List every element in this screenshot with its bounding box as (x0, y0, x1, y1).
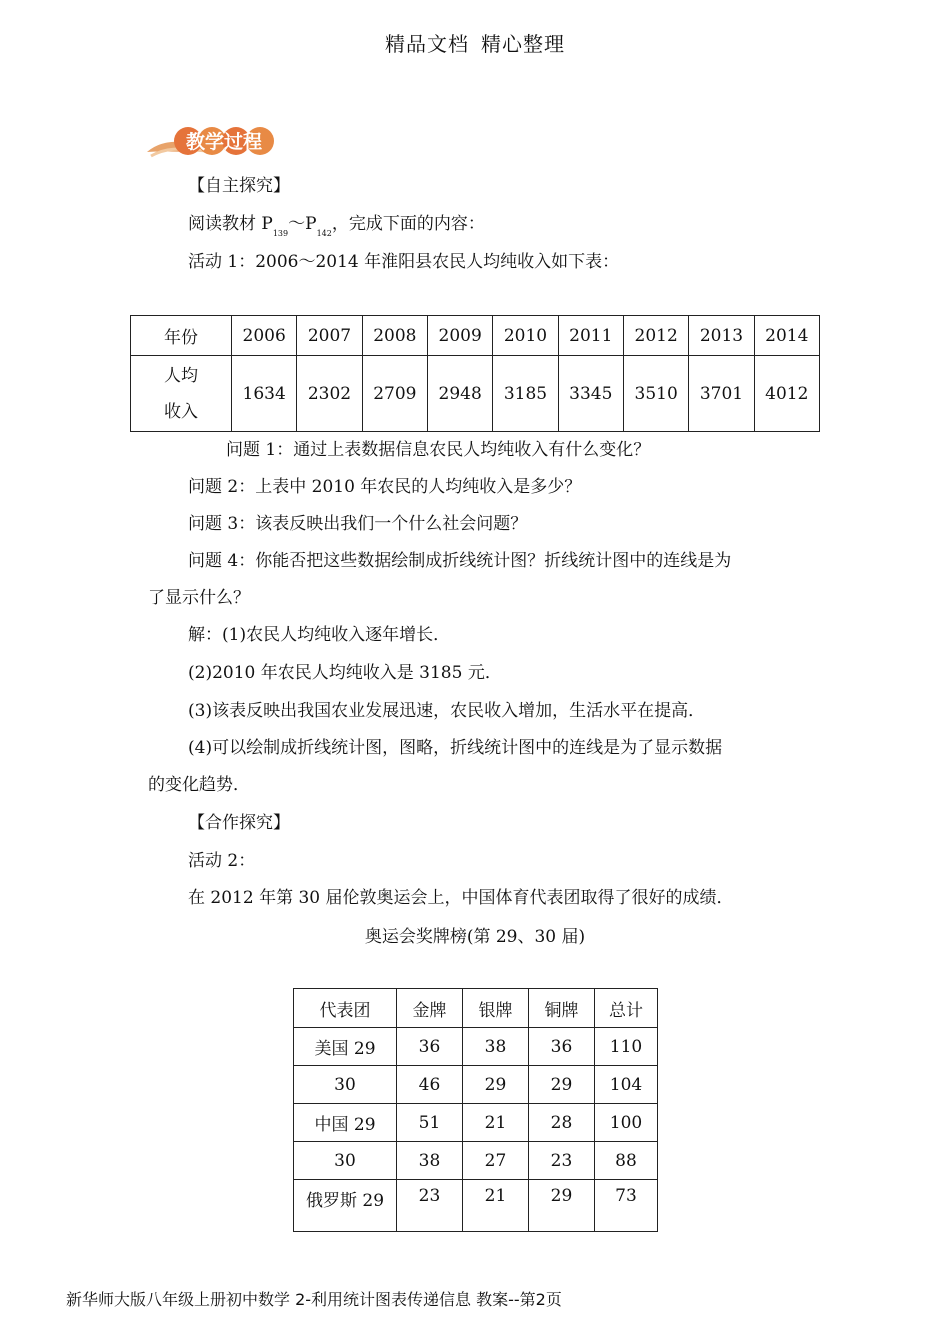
answer-1: 解：(1)农民人均纯收入逐年增长． (188, 625, 451, 645)
page-header (0, 28, 950, 57)
year-cell: 2012 (623, 316, 688, 356)
bronze-cell: 36 (529, 1028, 595, 1066)
income-cell: 2302 (297, 356, 362, 432)
read-suffix: ，完成下面的内容： (331, 214, 485, 234)
olympic-intro: 在 2012 年第 30 届伦敦奥运会上，中国体育代表团取得了很好的成绩． (188, 888, 734, 908)
page-footer: 新华师大版八年级上册初中数学 2-利用统计图表传递信息 教案--第2页 (66, 1290, 562, 1309)
total-cell: 88 (595, 1142, 658, 1180)
header-cell: 总计 (595, 989, 658, 1028)
income-cell: 4012 (754, 356, 819, 432)
silver-cell: 29 (463, 1066, 529, 1104)
header-right: 精心整理 (481, 32, 565, 56)
gold-cell: 51 (397, 1104, 463, 1142)
answer-4-line1: (4)可以绘制成折线统计图，图略，折线统计图中的连线是为了显示数据 (188, 738, 723, 758)
team-cell: 俄罗斯 29 (294, 1180, 397, 1232)
teaching-process-logo (145, 124, 275, 164)
bronze-cell: 28 (529, 1104, 595, 1142)
year-cell: 2013 (689, 316, 754, 356)
income-cell: 3510 (623, 356, 688, 432)
table2-caption: 奥运会奖牌榜(第 29、30 届) (364, 927, 586, 947)
read-sub1: 139 (272, 229, 289, 238)
income-cell: 3185 (493, 356, 558, 432)
table-row (294, 1104, 658, 1142)
answer-2: (2)2010 年农民人均纯收入是 3185 元． (188, 663, 502, 683)
table-row (294, 1180, 658, 1232)
bronze-cell: 23 (529, 1142, 595, 1180)
team-cell: 30 (294, 1066, 397, 1104)
year-cell: 2009 (427, 316, 492, 356)
silver-cell: 21 (463, 1104, 529, 1142)
question-3: 问题 3：该表反映出我们一个什么社会问题？ (188, 514, 528, 534)
section1-title: 【自主探究】 (188, 176, 290, 196)
gold-cell: 46 (397, 1066, 463, 1104)
header-cell: 铜牌 (529, 989, 595, 1028)
income-cell: 3345 (558, 356, 623, 432)
header-cell: 银牌 (463, 989, 529, 1028)
year-cell: 2011 (558, 316, 623, 356)
label-income (131, 356, 232, 432)
income-cell: 2709 (362, 356, 427, 432)
income-cell: 1634 (232, 356, 297, 432)
gold-cell: 36 (397, 1028, 463, 1066)
income-table-income-row (131, 356, 820, 432)
read-prefix: 阅读教材 P (188, 214, 273, 234)
medal-table (293, 988, 658, 1232)
income-table-year-row (131, 316, 820, 356)
table-row (294, 1028, 658, 1066)
question-1: 问题 1：通过上表数据信息农民人均纯收入有什么变化？ (226, 440, 651, 460)
bronze-cell: 29 (529, 1180, 595, 1232)
team-cell: 中国 29 (294, 1104, 397, 1142)
table-row (294, 1066, 658, 1104)
gold-cell: 23 (397, 1180, 463, 1232)
question-2: 问题 2：上表中 2010 年农民的人均纯收入是多少？ (188, 477, 582, 497)
read-sub2: 142 (316, 229, 332, 238)
income-table (130, 315, 820, 432)
team-cell: 美国 29 (294, 1028, 397, 1066)
header-cell: 代表团 (294, 989, 397, 1028)
header-cell: 金牌 (397, 989, 463, 1028)
silver-cell: 21 (463, 1180, 529, 1232)
income-cell: 2948 (427, 356, 492, 432)
total-cell: 73 (595, 1180, 658, 1232)
year-cell: 2014 (754, 316, 819, 356)
year-cell: 2010 (493, 316, 558, 356)
header-left: 精品文档 (385, 32, 469, 56)
activity2: 活动 2： (188, 851, 256, 871)
activity1: 活动 1：2006～2014 年淮阳县农民人均纯收入如下表： (188, 252, 620, 272)
section2-title: 【合作探究】 (188, 813, 290, 833)
table-row (294, 1142, 658, 1180)
label-year: 年份 (131, 316, 232, 356)
total-cell: 100 (595, 1104, 658, 1142)
total-cell: 110 (595, 1028, 658, 1066)
silver-cell: 38 (463, 1028, 529, 1066)
read-line (188, 212, 485, 246)
team-cell: 30 (294, 1142, 397, 1180)
label-income-line1: 人均 (164, 365, 198, 386)
silver-cell: 27 (463, 1142, 529, 1180)
logo-text: 教学过程 (185, 131, 263, 153)
total-cell: 104 (595, 1066, 658, 1104)
income-cell: 3701 (689, 356, 754, 432)
gold-cell: 38 (397, 1142, 463, 1180)
answer-3: (3)该表反映出我国农业发展迅速，农民收入增加，生活水平在提高． (188, 701, 706, 721)
answer-4-line2: 的变化趋势． (148, 775, 250, 795)
year-cell: 2007 (297, 316, 362, 356)
bronze-cell: 29 (529, 1066, 595, 1104)
question-4-line2: 了显示什么？ (148, 588, 250, 608)
label-income-line2: 收入 (164, 401, 198, 422)
question-4-line1: 问题 4：你能否把这些数据绘制成折线统计图？折线统计图中的连线是为 (188, 551, 732, 571)
read-tilde: ～P (288, 214, 317, 234)
year-cell: 2006 (232, 316, 297, 356)
year-cell: 2008 (362, 316, 427, 356)
medal-table-header (294, 989, 658, 1028)
